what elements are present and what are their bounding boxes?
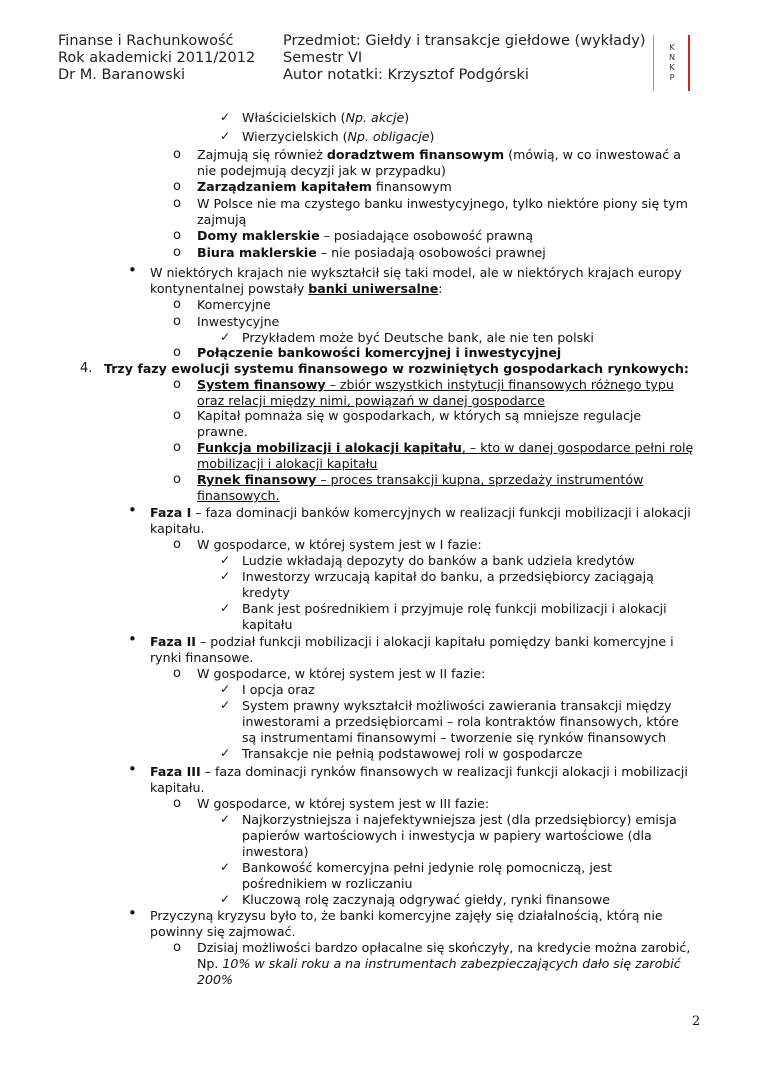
circle-bullet-icon: o (173, 147, 181, 162)
bullet-icon: • (128, 760, 137, 778)
list-item-continuation: kredyty (242, 585, 290, 600)
list-item: Faza I – faza dominacji banków komercyjnych w realizacji funkcji mobilizacji i alokacji (150, 505, 691, 520)
check-icon: ✓ (220, 812, 231, 826)
semester: Semestr VI (283, 50, 363, 66)
check-icon: ✓ (220, 553, 231, 567)
check-icon: ✓ (220, 860, 231, 874)
list-item-continuation: kapitału (242, 617, 293, 632)
list-item: W niektórych krajach nie wykształcił się taki model, ale w niektórych krajach europy (150, 265, 682, 280)
list-item-continuation: inwestorami a przedsiębiorcami – rola kontraktów finansowych, które (242, 714, 679, 729)
circle-bullet-icon: o (173, 440, 181, 455)
check-icon: ✓ (220, 892, 231, 906)
check-icon: ✓ (220, 746, 231, 760)
circle-bullet-icon: o (173, 940, 181, 955)
circle-bullet-icon: o (173, 472, 181, 487)
list-item: Inwestorzy wrzucają kapitał do banku, a przedsiębiorcy zaciągają (242, 569, 654, 584)
list-item: Komercyjne (197, 297, 271, 312)
list-item: Kapitał pomnaża się w gospodarkach, w których są mniejsze regulacje (197, 408, 642, 423)
field-of-study: Finanse i Rachunkowość (58, 33, 234, 49)
list-item-continuation: mobilizacji i alokacji kapitału (197, 456, 378, 471)
list-item-continuation: Np. 10% w skali roku a na instrumentach zabezpieczających dało się zarobić (197, 956, 681, 971)
list-item: Kluczową rolę zaczynają odgrywać giełdy, rynki finansowe (242, 892, 610, 907)
list-item: Przykładem może być Deutsche bank, ale nie ten polski (242, 330, 594, 345)
list-item-continuation: finansowych. (197, 488, 280, 503)
list-item: Faza III – faza dominacji rynków finansowych w realizacji funkcji alokacji i mobilizacji (150, 764, 688, 779)
check-icon: ✓ (220, 698, 231, 712)
circle-bullet-icon: o (173, 666, 181, 681)
list-item-continuation: są instrumentami finansowymi – tworzenie się rynków finansowych (242, 730, 667, 745)
list-item: Dzisiaj możliwości bardzo opłacalne się skończyły, na kredycie można zarobić, (197, 940, 691, 955)
bullet-icon: • (128, 904, 137, 922)
list-item: Rynek finansowy – proces transakcji kupna, sprzedaży instrumentów (197, 472, 644, 487)
list-item: System prawny wykształcił możliwości zawierania transakcji między (242, 698, 672, 713)
logo-letters: K N K P (669, 43, 675, 82)
page-number: 2 (692, 1014, 701, 1029)
bullet-icon: • (128, 630, 137, 648)
check-icon: ✓ (220, 569, 231, 583)
list-item: Połączenie bankowości komercyjnej i inwestycyjnej (197, 345, 562, 360)
list-item: Zarządzaniem kapitałem finansowym (197, 179, 452, 194)
circle-bullet-icon: o (173, 796, 181, 811)
subject: Przedmiot: Giełdy i transakcje giełdowe (wykłady) (283, 33, 646, 49)
circle-bullet-icon: o (173, 228, 181, 243)
list-item: Zajmują się również doradztwem finansowym (mówią, w co inwestować a (197, 147, 681, 162)
list-item: Funkcja mobilizacji i alokacji kapitału, – kto w danej gospodarce pełni rolę (197, 440, 694, 455)
check-icon: ✓ (220, 129, 231, 143)
list-item: Faza II – podział funkcji mobilizacji i alokacji kapitału pomiędzy banki komercyjne i (150, 634, 674, 649)
circle-bullet-icon: o (173, 245, 181, 260)
list-item-continuation: kontynentalnej powstały banki uniwersalne: (150, 281, 443, 296)
list-item-continuation: rynki finansowe. (150, 650, 254, 665)
list-item: Wierzycielskich (Np. obligacje) (242, 129, 435, 144)
academic-year: Rok akademicki 2011/2012 (58, 50, 256, 66)
check-icon: ✓ (220, 601, 231, 615)
list-item-continuation: oraz relacji między nimi, powiązań w danej gospodarce (197, 393, 545, 408)
note-author: Autor notatki: Krzysztof Podgórski (283, 67, 529, 83)
list-item: Właścicielskich (Np. akcje) (242, 110, 410, 125)
logo-red-bar (688, 35, 690, 91)
list-item: Przyczyną kryzysu było to, że banki komercyjne zajęły się działalnością, którą nie (150, 908, 663, 923)
header-left (58, 33, 255, 84)
circle-bullet-icon: o (173, 179, 181, 194)
list-item: Biura maklerskie – nie posiadają osobowości prawnej (197, 245, 546, 260)
circle-bullet-icon: o (173, 314, 181, 329)
check-icon: ✓ (220, 330, 231, 344)
list-item: W Polsce nie ma czystego banku inwestycyjnego, tylko niektóre piony się tym (197, 196, 688, 211)
check-icon: ✓ (220, 110, 231, 124)
section-heading: Trzy fazy ewolucji systemu finansowego w rozwiniętych gospodarkach rynkowych: (104, 361, 689, 376)
list-item: Transakcje nie pełnią podstawowej roli w gospodarcze (242, 746, 583, 761)
list-item-continuation: pośrednikiem w rozliczaniu (242, 876, 413, 891)
list-item-continuation: prawne. (197, 424, 248, 439)
list-item: Bankowość komercyjna pełni jedynie rolę pomocniczą, jest (242, 860, 613, 875)
list-item: Najkorzystniejsza i najefektywniejsza jest (dla przedsiębiorcy) emisja (242, 812, 677, 827)
circle-bullet-icon: o (173, 345, 181, 360)
list-item-continuation: 200% (197, 972, 234, 987)
list-item-continuation: inwestora) (242, 844, 309, 859)
list-item-continuation: powinny się zajmować. (150, 924, 296, 939)
bullet-icon: • (128, 261, 137, 279)
list-item: W gospodarce, w której system jest w I fazie: (197, 537, 482, 552)
list-item-continuation: kapitału. (150, 521, 205, 536)
circle-bullet-icon: o (173, 377, 181, 392)
list-item-continuation: nie podejmują decyzji jak w przypadku) (197, 163, 446, 178)
header-middle (283, 33, 646, 84)
circle-bullet-icon: o (173, 408, 181, 423)
list-item-continuation: papierów wartościowych i inwestycja w papiery wartościowe (dla (242, 828, 652, 843)
number-4: 4. (80, 361, 93, 376)
circle-bullet-icon: o (173, 297, 181, 312)
list-item: Bank jest pośrednikiem i przyjmuje rolę funkcji mobilizacji i alokacji (242, 601, 667, 616)
knkp-logo (653, 35, 688, 91)
circle-bullet-icon: o (173, 196, 181, 211)
check-icon: ✓ (220, 682, 231, 696)
list-item: W gospodarce, w której system jest w III fazie: (197, 796, 490, 811)
list-item-continuation: zajmują (197, 212, 247, 227)
list-item: I opcja oraz (242, 682, 315, 697)
lecturer: Dr M. Baranowski (58, 67, 186, 83)
list-item: Inwestycyjne (197, 314, 280, 329)
bullet-icon: • (128, 501, 137, 519)
list-item: Ludzie wkładają depozyty do banków a bank udziela kredytów (242, 553, 635, 568)
list-item: System finansowy – zbiór wszystkich instytucji finansowych różnego typu (197, 377, 674, 392)
list-item-continuation: kapitału. (150, 780, 205, 795)
list-item: Domy maklerskie – posiadające osobowość prawną (197, 228, 534, 243)
circle-bullet-icon: o (173, 537, 181, 552)
list-item: W gospodarce, w której system jest w II fazie: (197, 666, 486, 681)
